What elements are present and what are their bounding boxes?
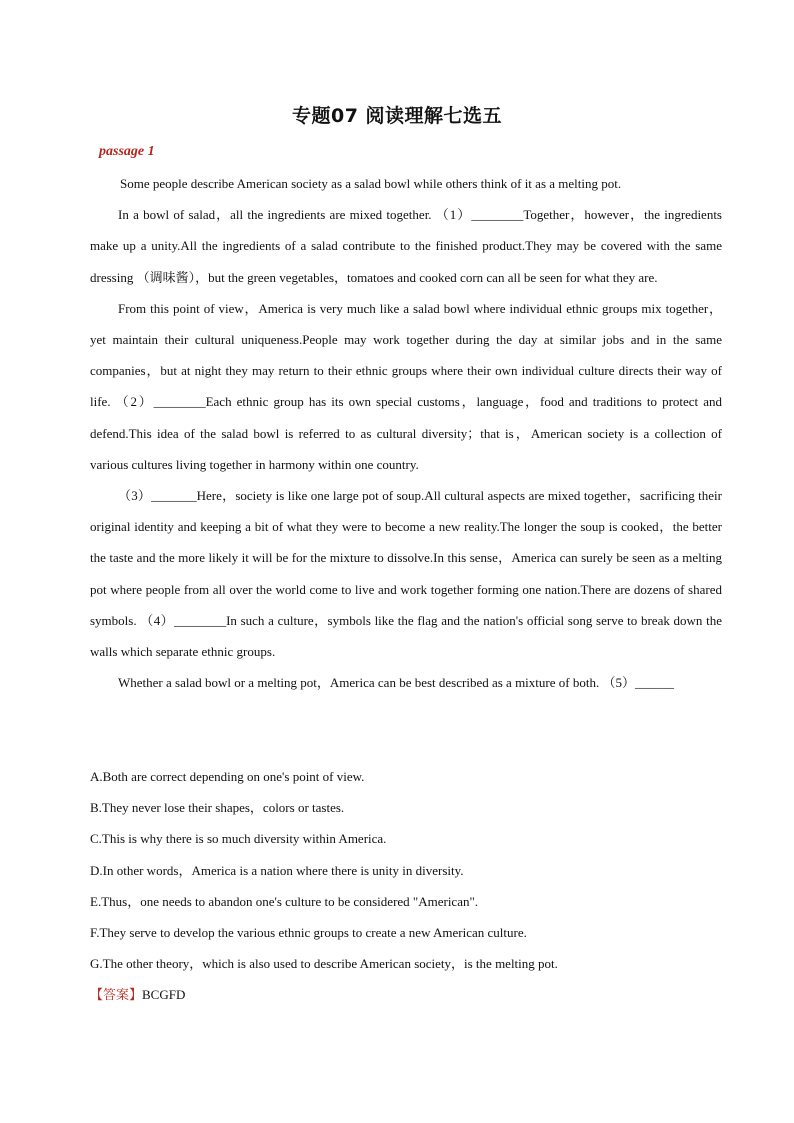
answer-value: BCGFD — [142, 987, 186, 1002]
passage-body — [90, 168, 722, 698]
paragraph: Whether a salad bowl or a melting pot，America can be best described as a mixture of both. （5）______ — [118, 675, 674, 691]
option-item: F.They serve to develop the various ethnic groups to create a new American culture. — [90, 925, 527, 941]
option-item: G.The other theory，which is also used to describe American society，is the melting pot. — [90, 956, 558, 972]
answer-tag: 【答案】 — [90, 987, 143, 1002]
page-title: 专题07 阅读理解七选五 — [291, 105, 503, 127]
passage-label: passage 1 — [99, 144, 155, 159]
option-item: B.They never lose their shapes，colors or tastes. — [90, 800, 345, 816]
option-item: C.This is why there is so much diversity within America. — [90, 831, 387, 847]
options-list — [90, 761, 722, 979]
option-item: A.Both are correct depending on one's point of view. — [90, 769, 365, 784]
answer-line — [90, 985, 185, 1005]
paragraph: Some people describe American society as a salad bowl while others think of it as a melting pot. — [120, 176, 622, 191]
paragraph: In a bowl of salad，all the ingredients are mixed together. （1）________Together，however，the ingredients make up a unity.All the ingredients of a salad contribute to the finished product.They may be covered with the same dressing （调味酱），but the green vegetables，tomatoes and cooked corn can all be seen for what they are. — [90, 207, 722, 285]
paragraph: From this point of view，America is very much like a salad bowl where individual ethnic groups mix together，yet maintain their cultural uniqueness.People may work together during the day at similar jobs and in the same companies，but at night they may return to their ethnic groups where their own individual culture directs their way of life. （2）________Each ethnic group has its own special customs，language，food and traditions to protect and defend.This idea of the salad bowl is referred to as cultural diversity；that is，American society is a collection of various cultures living together in harmony within one country. — [90, 300, 722, 472]
option-item: E.Thus，one needs to abandon one's culture to be considered "American". — [90, 893, 479, 909]
option-item: D.In other words，America is a nation where there is unity in diversity. — [90, 862, 464, 878]
paragraph: （3）_______Here，society is like one large pot of soup.All cultural aspects are mixed together，sacrificing their original identity and keeping a bit of what they were to become a new reality.The longer the soup is cooked，the better the taste and the more likely it will be for the mixture to dissolve.In this sense，America can surely be seen as a melting pot where people from all over the world come to live and work together forming one nation.There are dozens of shared symbols. （4）________In such a culture，symbols like the flag and the nation's official song serve to break down the walls which separate ethnic groups. — [90, 488, 722, 660]
